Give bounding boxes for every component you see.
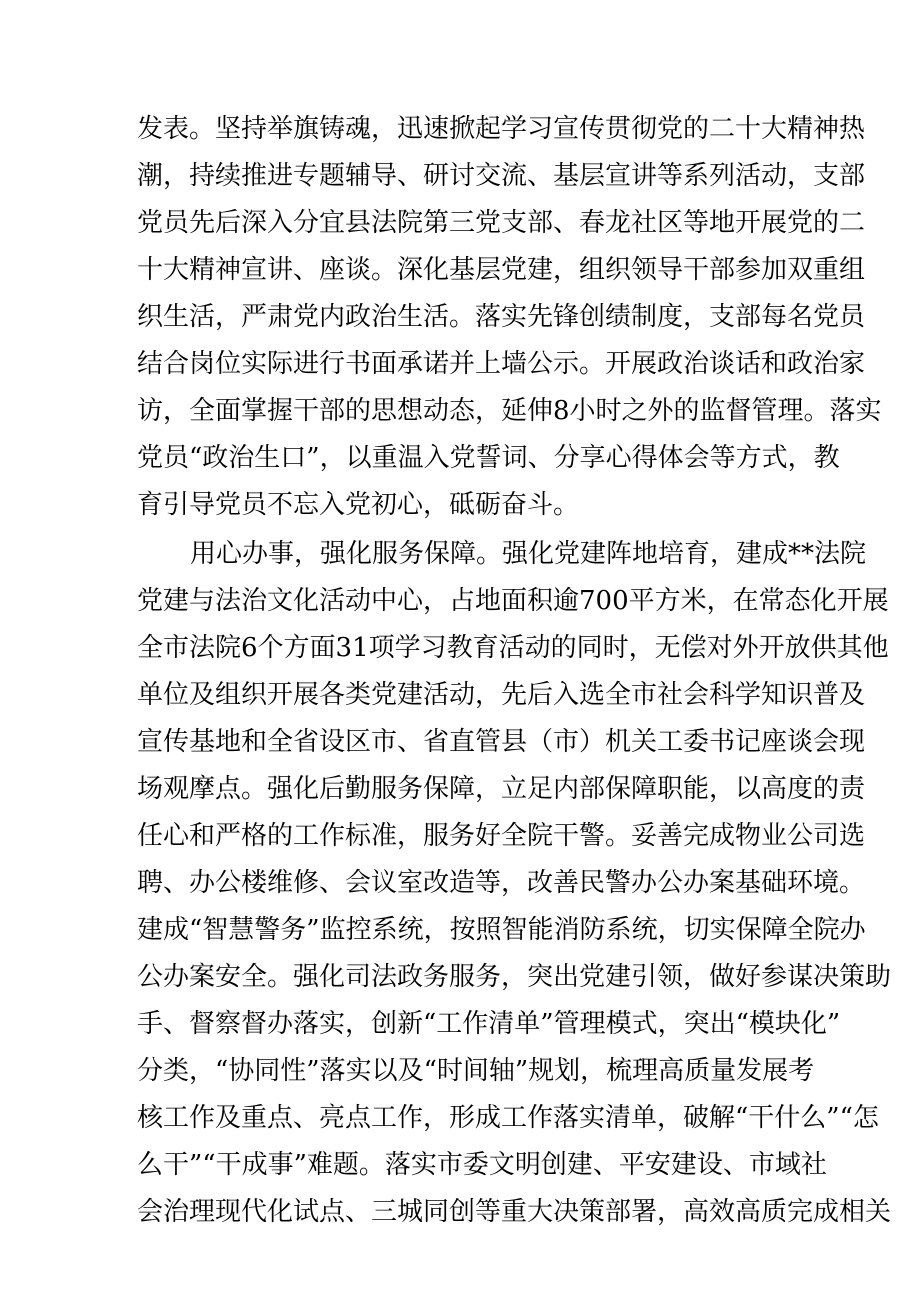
text-line: 结合岗位实际进行书面承诺并上墙公示。开展政治谈话和政治家 [137, 349, 866, 379]
text-line: 发表。坚持举旗铸魂，迅速掀起学习宣传贯彻党的二十大精神热 [137, 114, 866, 144]
text-line: 潮，持续推进专题辅导、研讨交流、基层宣讲等系列活动，支部 [137, 161, 866, 191]
text-line: 任心和严格的工作标准，服务好全院干警。妥善完成物业公司选 [137, 821, 866, 851]
text-line: 十大精神宣讲、座谈。深化基层党建，组织领导干部参加双重组 [137, 255, 866, 285]
text-line: 建成“智慧警务”监控系统，按照智能消防系统，切实保障全院办 [137, 915, 866, 945]
text-line: 分类，“协同性”落实以及“时间轴”规划，梳理高质量发展考 [137, 1056, 815, 1086]
text-line: 会治理现代化试点、三城同创等重大决策部署，高效高质完成相关 [137, 1197, 892, 1227]
text-line: 访，全面掌握干部的思想动态，延伸8小时之外的监督管理。落实 [137, 396, 882, 426]
text-line: 织生活，严肃党内政治生活。落实先锋创绩制度，支部每名党员 [137, 302, 866, 332]
text-line: 核工作及重点、亮点工作，形成工作落实清单，破解“干什么”“怎 [137, 1103, 879, 1133]
text-line: 全市法院6个方面31项学习教育活动的同时，无偿对外开放供其他 [137, 633, 889, 663]
text-line: 聘、办公楼维修、会议室改造等，改善民警办公办案基础环境。 [137, 868, 866, 898]
text-line: 育引导党员不忘入党初心，砥砺奋斗。 [137, 490, 580, 520]
text-line: 公办案安全。强化司法政务服务，突出党建引领，做好参谋决策助 [137, 962, 892, 992]
text-line: 么干”“干成事”难题。落实市委文明创建、平安建设、市域社 [137, 1150, 827, 1180]
text-line: 手、督察督办落实，创新“工作清单”管理模式，突出“模块化” [137, 1009, 841, 1039]
text-line: 单位及组织开展各类党建活动，先后入选全市社会科学知识普及 [137, 680, 866, 710]
text-line: 宣传基地和全省设区市、省直管县（市）机关工委书记座谈会现 [137, 727, 866, 757]
text-line: 党建与法治文化活动中心，占地面积逾700平方米，在常态化开展 [137, 586, 889, 616]
text-line: 党员先后深入分宜县法院第三党支部、春龙社区等地开展党的二 [137, 208, 866, 238]
paragraph-first-line: 用心办事，强化服务保障。强化党建阵地培育，建成**法院 [190, 539, 867, 569]
text-line: 场观摩点。强化后勤服务保障，立足内部保障职能，以高度的责 [137, 774, 866, 804]
text-line: 党员“政治生口”，以重温入党誓词、分享心得体会等方式，教 [137, 443, 840, 473]
